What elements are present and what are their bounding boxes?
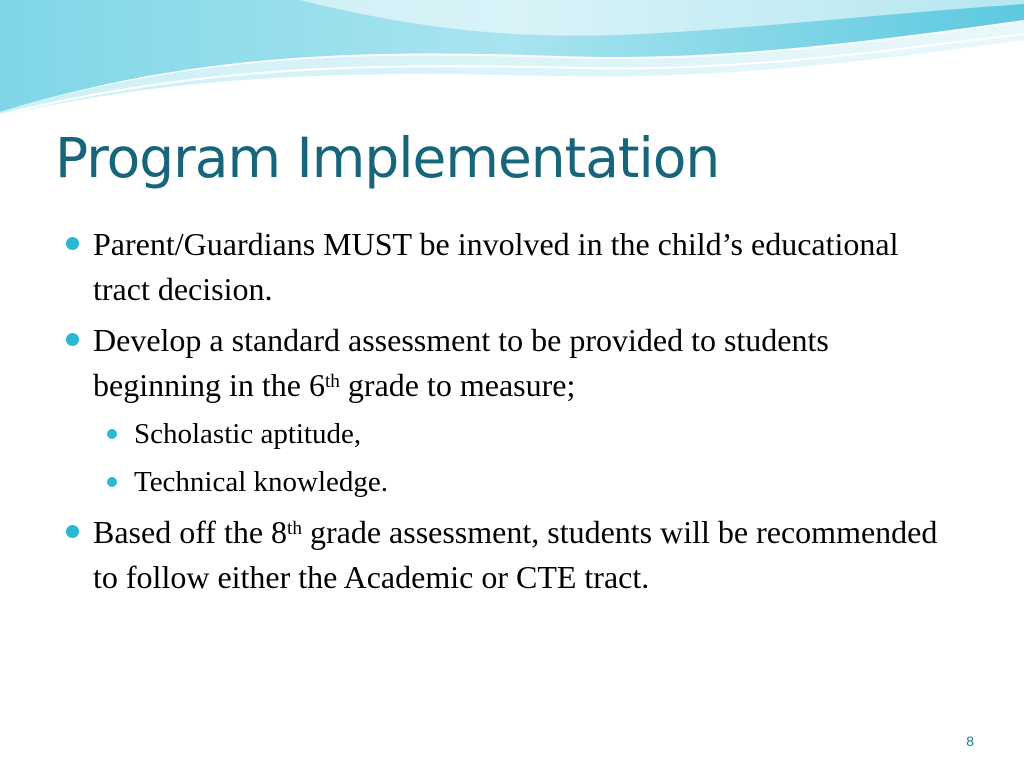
bullet-list [60,222,960,606]
sub-bullet-text: Scholastic aptitude, [134,418,362,450]
header-wave-decoration [0,0,1024,130]
bullet-dot-icon [66,525,79,538]
page-number: 8 [966,733,974,749]
bullet-text: Based off the 8 [93,514,288,550]
bullet-text-continued: grade to measure; [339,367,576,403]
bullet-dot-icon [66,237,79,250]
ordinal-suffix: th [324,371,340,392]
bullet-item [60,318,960,408]
sub-bullet-dot-icon [107,429,117,439]
sub-bullet-text: Technical knowledge. [134,466,389,498]
bullet-text: Develop a standard assessment to be provided to students beginning in the 6 [93,322,829,403]
bullet-dot-icon [66,333,79,346]
slide-title: Program Implementation [55,126,720,190]
bullet-item [60,222,960,312]
sub-bullet-item [60,462,960,502]
sub-bullet-item [60,414,960,454]
bullet-text: Parent/Guardians MUST be involved in the child’s educational tract decision. [93,226,899,307]
ordinal-suffix: th [287,518,302,539]
bullet-text-continued: grade assessment, students will be recommended to follow either the Academic or CTE tract. [93,514,938,595]
sub-bullet-dot-icon [107,477,117,487]
bullet-item [60,510,960,600]
